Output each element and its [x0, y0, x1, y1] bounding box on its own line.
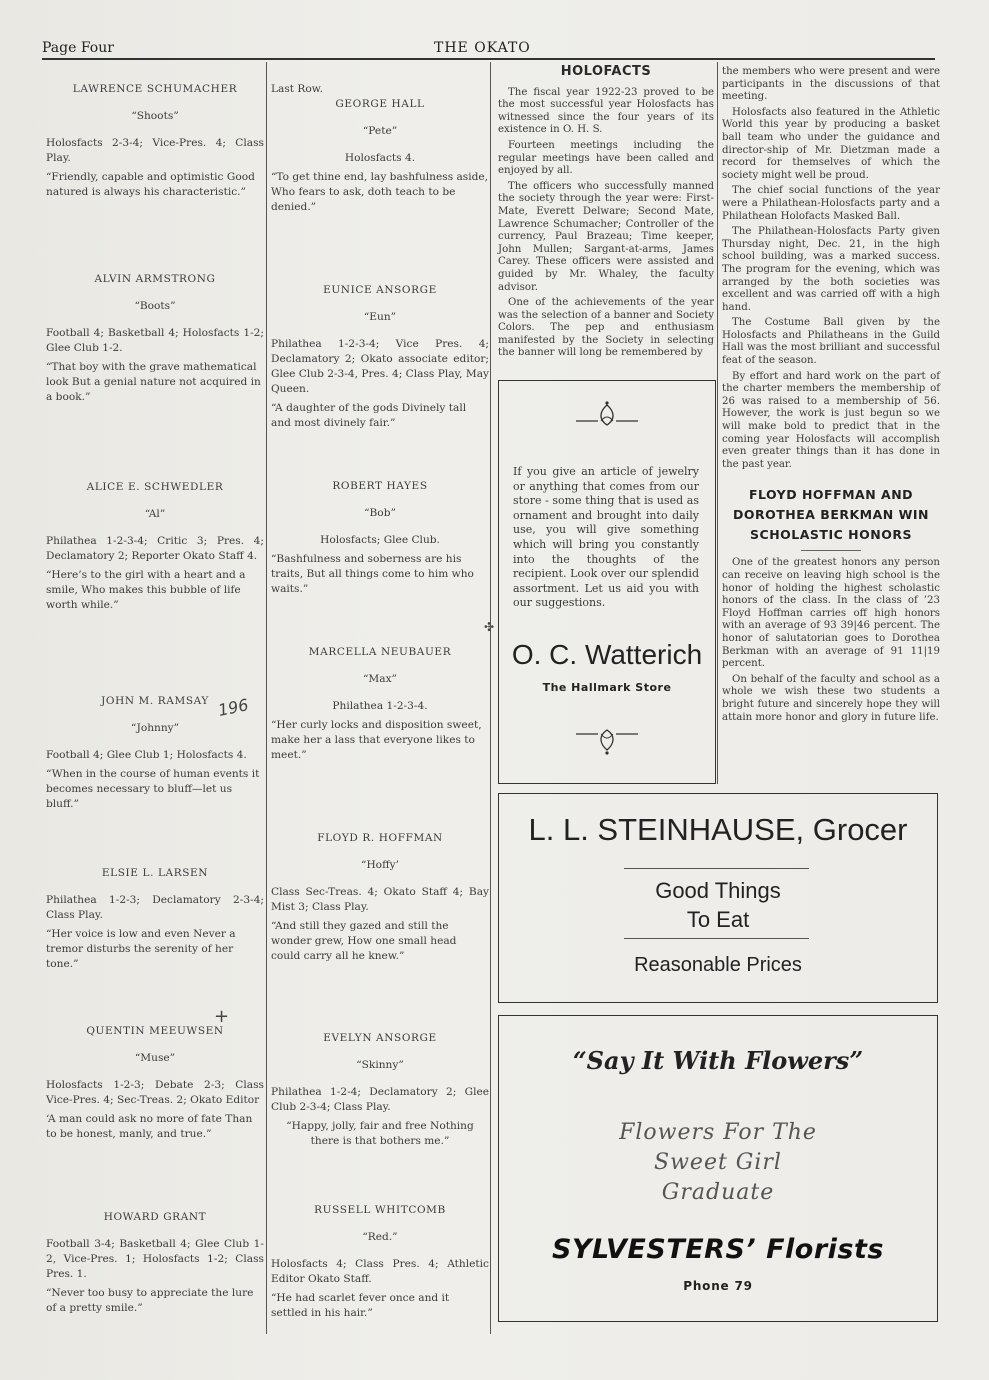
article-paragraph: Holosfacts also featured in the Athletic World this year by producing a basket ball team who under the guidance and director-ship of Mr. Dietzman made a record for themselves of which the society might well be proud. [722, 106, 940, 181]
senior-entry [46, 82, 264, 246]
article-paragraph: The Philathean-Holosfacts Party given Thursday night, Dec. 21, in the high school building, was a marked success. The program for the evening, which was arranged by the both societies was excellent and was carried off with a high hand. [722, 226, 940, 313]
senior-nickname: “Bob” [364, 507, 396, 519]
steinhause-name: L. L. STEINHAUSE, Grocer [528, 812, 908, 847]
senior-nickname: “Johnny” [130, 722, 180, 734]
steinhause-slogan [499, 876, 937, 934]
senior-name: EUNICE ANSORGE [323, 284, 437, 296]
senior-activities: Class Sec-Treas. 4; Okato Staff 4; Bay Mist 3; Class Play. [271, 886, 489, 913]
script-text [499, 1118, 937, 1208]
senior-activities: Holosfacts 4. [344, 152, 416, 164]
senior-nickname: “Red.” [362, 1231, 398, 1243]
senior-entry [46, 480, 264, 694]
senior-activities: Holosfacts 4; Class Pres. 4; Athletic Editor Okato Staff. [271, 1258, 489, 1285]
senior-nickname: “Boots” [134, 300, 176, 312]
senior-name: LAWRENCE SCHUMACHER [72, 83, 238, 95]
holofacts-continued [722, 66, 940, 727]
senior-activities: Philathea 1-2-3-4; Critic 3; Pres. 4; Declamatory 2; Reporter Okato Staff 4. [46, 535, 264, 562]
senior-name: GEORGE HALL [335, 98, 425, 110]
senior-nickname: “Eun” [363, 311, 397, 323]
header-rule [42, 58, 935, 60]
senior-entry [271, 831, 489, 1031]
senior-activities: Philathea 1-2-3-4. [332, 700, 428, 712]
senior-entry [46, 866, 264, 1024]
senior-name: RUSSELL WHITCOMB [314, 1204, 446, 1216]
cross-mark-icon: + [214, 1006, 230, 1027]
article-paragraph: The officers who successfully manned the society through the year were: First-Mate, Everett Delware; Second Mate, Lawrence Schumacher; Controller of the currency, Paul Brazeau; Time keeper, John Mullen; Sargant-at-arms, James Carey. These officers were assisted and guided by Mr. Whaley, the faculty advisor. [498, 180, 714, 293]
senior-name: ROBERT HAYES [332, 480, 428, 492]
senior-nickname: “Hoffy’ [361, 859, 399, 871]
senior-entry [271, 1203, 489, 1321]
senior-nickname: “Pete” [362, 125, 398, 137]
senior-nickname: “Shoots” [131, 110, 179, 122]
senior-quote: “To get thine end, lay bashfulness aside, Who fears to ask, doth teach to be denied.” [271, 171, 489, 213]
senior-name: QUENTIN MEEUWSEN [86, 1025, 224, 1037]
article-paragraph: One of the greatest honors any person can receive on leaving high school is the honor of holding the highest scholastic honors of the class. In the class of ’23 Floyd Hoffman carries off high honors with an average of 93 39|46 percent. The honor of salutatorian goes to Dorothea Berkman with an average of 91 11|19 percent. [722, 557, 940, 670]
senior-nickname: “Max” [363, 673, 397, 685]
senior-activities: Philathea 1-2-4; Declamatory 2; Glee Club 2-3-4; Class Play. [271, 1086, 489, 1113]
ad-rule [624, 938, 809, 939]
senior-activities: Holosfacts 1-2-3; Debate 2-3; Class Vice-Pres. 4; Sec-Treas. 2; Okato Editor [46, 1079, 264, 1106]
slogan-line: Good Things [655, 878, 781, 903]
senior-quote: “When in the course of human events it becomes necessary to bluff—let us bluff.” [46, 768, 260, 810]
senior-quote: “Her voice is low and even Never a tremor disturbs the serenity of her tone.” [46, 928, 236, 970]
ornament-icon [574, 726, 640, 756]
senior-entry [46, 272, 264, 480]
pencil-annotation: 196 [216, 695, 251, 720]
senior-column-2 [271, 82, 489, 1321]
script-line: Sweet Girl [654, 1150, 782, 1175]
senior-quote: “That boy with the grave mathematical look But a genial nature not acquired in a book.” [46, 361, 261, 403]
sylvesters-phone: Phone 79 [683, 1279, 753, 1293]
flowers-slogan: “Say It With Flowers” [572, 1046, 864, 1075]
column-intro: Last Row. [271, 83, 323, 95]
senior-entry [46, 694, 264, 866]
column-divider [266, 62, 267, 1334]
watterich-copy: If you give an article of jewelry or anything that comes from our store - some thing that is used as ornament and brought into daily use, you will give something which will bring you constantly into the thoughts of the recipient. Look over our splendid assortment. Let us aid you with our suggestions. [513, 465, 699, 610]
article-paragraph: One of the achievements of the year was the selection of a banner and Society Colors. The pep and enthusiasm manifested by the Society in selecting the banner will long be remembered by [498, 297, 714, 359]
senior-name: MARCELLA NEUBAUER [308, 646, 452, 658]
ornament-icon [574, 399, 640, 429]
ad-rule [624, 868, 809, 869]
script-line: Flowers For The [619, 1120, 817, 1145]
senior-entry [46, 1024, 264, 1210]
watterich-ad [498, 380, 716, 784]
senior-quote: ‘A man could ask no more of fate Than to be honest, manly, and true.” [46, 1113, 253, 1140]
senior-nickname: “Muse” [134, 1052, 176, 1064]
watterich-name: O. C. Watterich [511, 639, 703, 670]
senior-nickname: “Skinny” [356, 1059, 404, 1071]
steinhause-prices: Reasonable Prices [634, 954, 802, 976]
senior-name: HOWARD GRANT [103, 1211, 207, 1223]
article-paragraph: The chief social functions of the year were a Philathean-Holosfacts party and a Philathean Holofacts Masked Ball. [722, 185, 940, 222]
article-paragraph: On behalf of the faculty and school as a whole we wish these two students a bright future and sincerely hope they will attain more honor and glory in future life. [722, 673, 940, 723]
senior-name: FLOYD R. HOFFMAN [317, 832, 443, 844]
newspaper-title: THE OKATO [434, 40, 531, 56]
senior-quote: “Here’s to the girl with a heart and a smile, Who makes this bubble of life worth while.” [46, 569, 246, 611]
senior-name: ALICE E. SCHWEDLER [86, 481, 224, 493]
senior-activities: Holosfacts 2-3-4; Vice-Pres. 4; Class Play. [46, 137, 264, 164]
watterich-store: The Hallmark Store [542, 681, 672, 694]
script-line: Graduate [661, 1180, 775, 1205]
sylvesters-ad [498, 1015, 938, 1322]
senior-quote: “A daughter of the gods Divinely tall and most divinely fair.” [271, 402, 467, 429]
senior-quote: “Friendly, capable and optimistic Good natured is always his characteristic.” [46, 171, 255, 198]
senior-activities: Football 4; Basketball 4; Holosfacts 1-2; Glee Club 1-2. [46, 327, 264, 354]
senior-entry [271, 1031, 489, 1203]
sylvesters-name: SYLVESTERS’ Florists [552, 1234, 884, 1265]
senior-entry [271, 283, 489, 479]
column-divider [490, 62, 491, 1334]
article-paragraph: By effort and hard work on the part of the charter members the membership of 26 was raised to a membership of 56. However, the work is just begun so we will make bold to predict that in the coming year Holosfacts will accomplish even greater things than it has done in the past year. [722, 370, 940, 470]
page-number: Page Four [42, 40, 114, 56]
article-paragraph: the members who were present and were participants in the discussions of that meeting. [722, 66, 940, 103]
senior-quote: “Her curly locks and disposition sweet, make her a lass that everyone likes to meet.” [271, 719, 482, 761]
senior-quote: “Happy, jolly, fair and free Nothing there is that bothers me.” [286, 1120, 474, 1147]
senior-activities: Philathea 1-2-3-4; Vice Pres. 4; Declamatory 2; Okato associate editor; Glee Club 2-3-4, Pres. 4; Class Play, May Queen. [271, 338, 489, 395]
headline-rule [801, 550, 861, 551]
senior-quote: “And still they gazed and still the wonder grew, How one small head could carry all he knew.” [271, 920, 457, 962]
senior-name: JOHN M. RAMSAY [101, 695, 209, 707]
fold-mark-icon: ✣ [484, 620, 495, 634]
senior-name: ALVIN ARMSTRONG [94, 273, 216, 285]
holofacts-headline: HOLOFACTS [560, 64, 652, 79]
senior-name: EVELYN ANSORGE [323, 1032, 437, 1044]
article-paragraph: The Costume Ball given by the Holosfacts and Philatheans in the Guild Hall was the most brilliant and successful feat of the season. [722, 317, 940, 367]
column-divider [717, 62, 718, 784]
senior-name: ELSIE L. LARSEN [101, 867, 209, 879]
senior-entry [271, 97, 489, 283]
senior-activities: Holosfacts; Glee Club. [320, 534, 440, 546]
article-paragraph: Fourteen meetings including the regular meetings have been called and enjoyed by all. [498, 139, 714, 177]
holofacts-article [498, 66, 714, 363]
senior-nickname: “Al” [144, 508, 166, 520]
senior-activities: Philathea 1-2-3; Declamatory 2-3-4; Class Play. [46, 894, 264, 921]
senior-entry [271, 479, 489, 645]
senior-quote: “He had scarlet fever once and it settled in his hair.” [271, 1292, 450, 1319]
honors-headline: FLOYD HOFFMAN AND DOROTHEA BERKMAN WIN SCHOLASTIC HONORS [732, 487, 929, 543]
senior-entry [271, 645, 489, 831]
steinhause-ad [498, 793, 938, 1003]
senior-activities: Football 4; Glee Club 1; Holosfacts 4. [46, 749, 247, 761]
senior-quote: “Bashfulness and soberness are his traits, But all things come to him who waits.” [271, 553, 474, 595]
article-paragraph: The fiscal year 1922-23 proved to be the most successful year Holosfacts has witnessed since the four years of its existence in O. H. S. [498, 86, 714, 136]
senior-quote: “Never too busy to appreciate the lure of a pretty smile.” [46, 1287, 254, 1314]
senior-entry [46, 1210, 264, 1316]
slogan-line: To Eat [686, 907, 750, 932]
senior-activities: Football 3-4; Basketball 4; Glee Club 1-2, Vice-Pres. 1; Holosfacts 1-2; Class Pres. 1. [46, 1238, 264, 1280]
